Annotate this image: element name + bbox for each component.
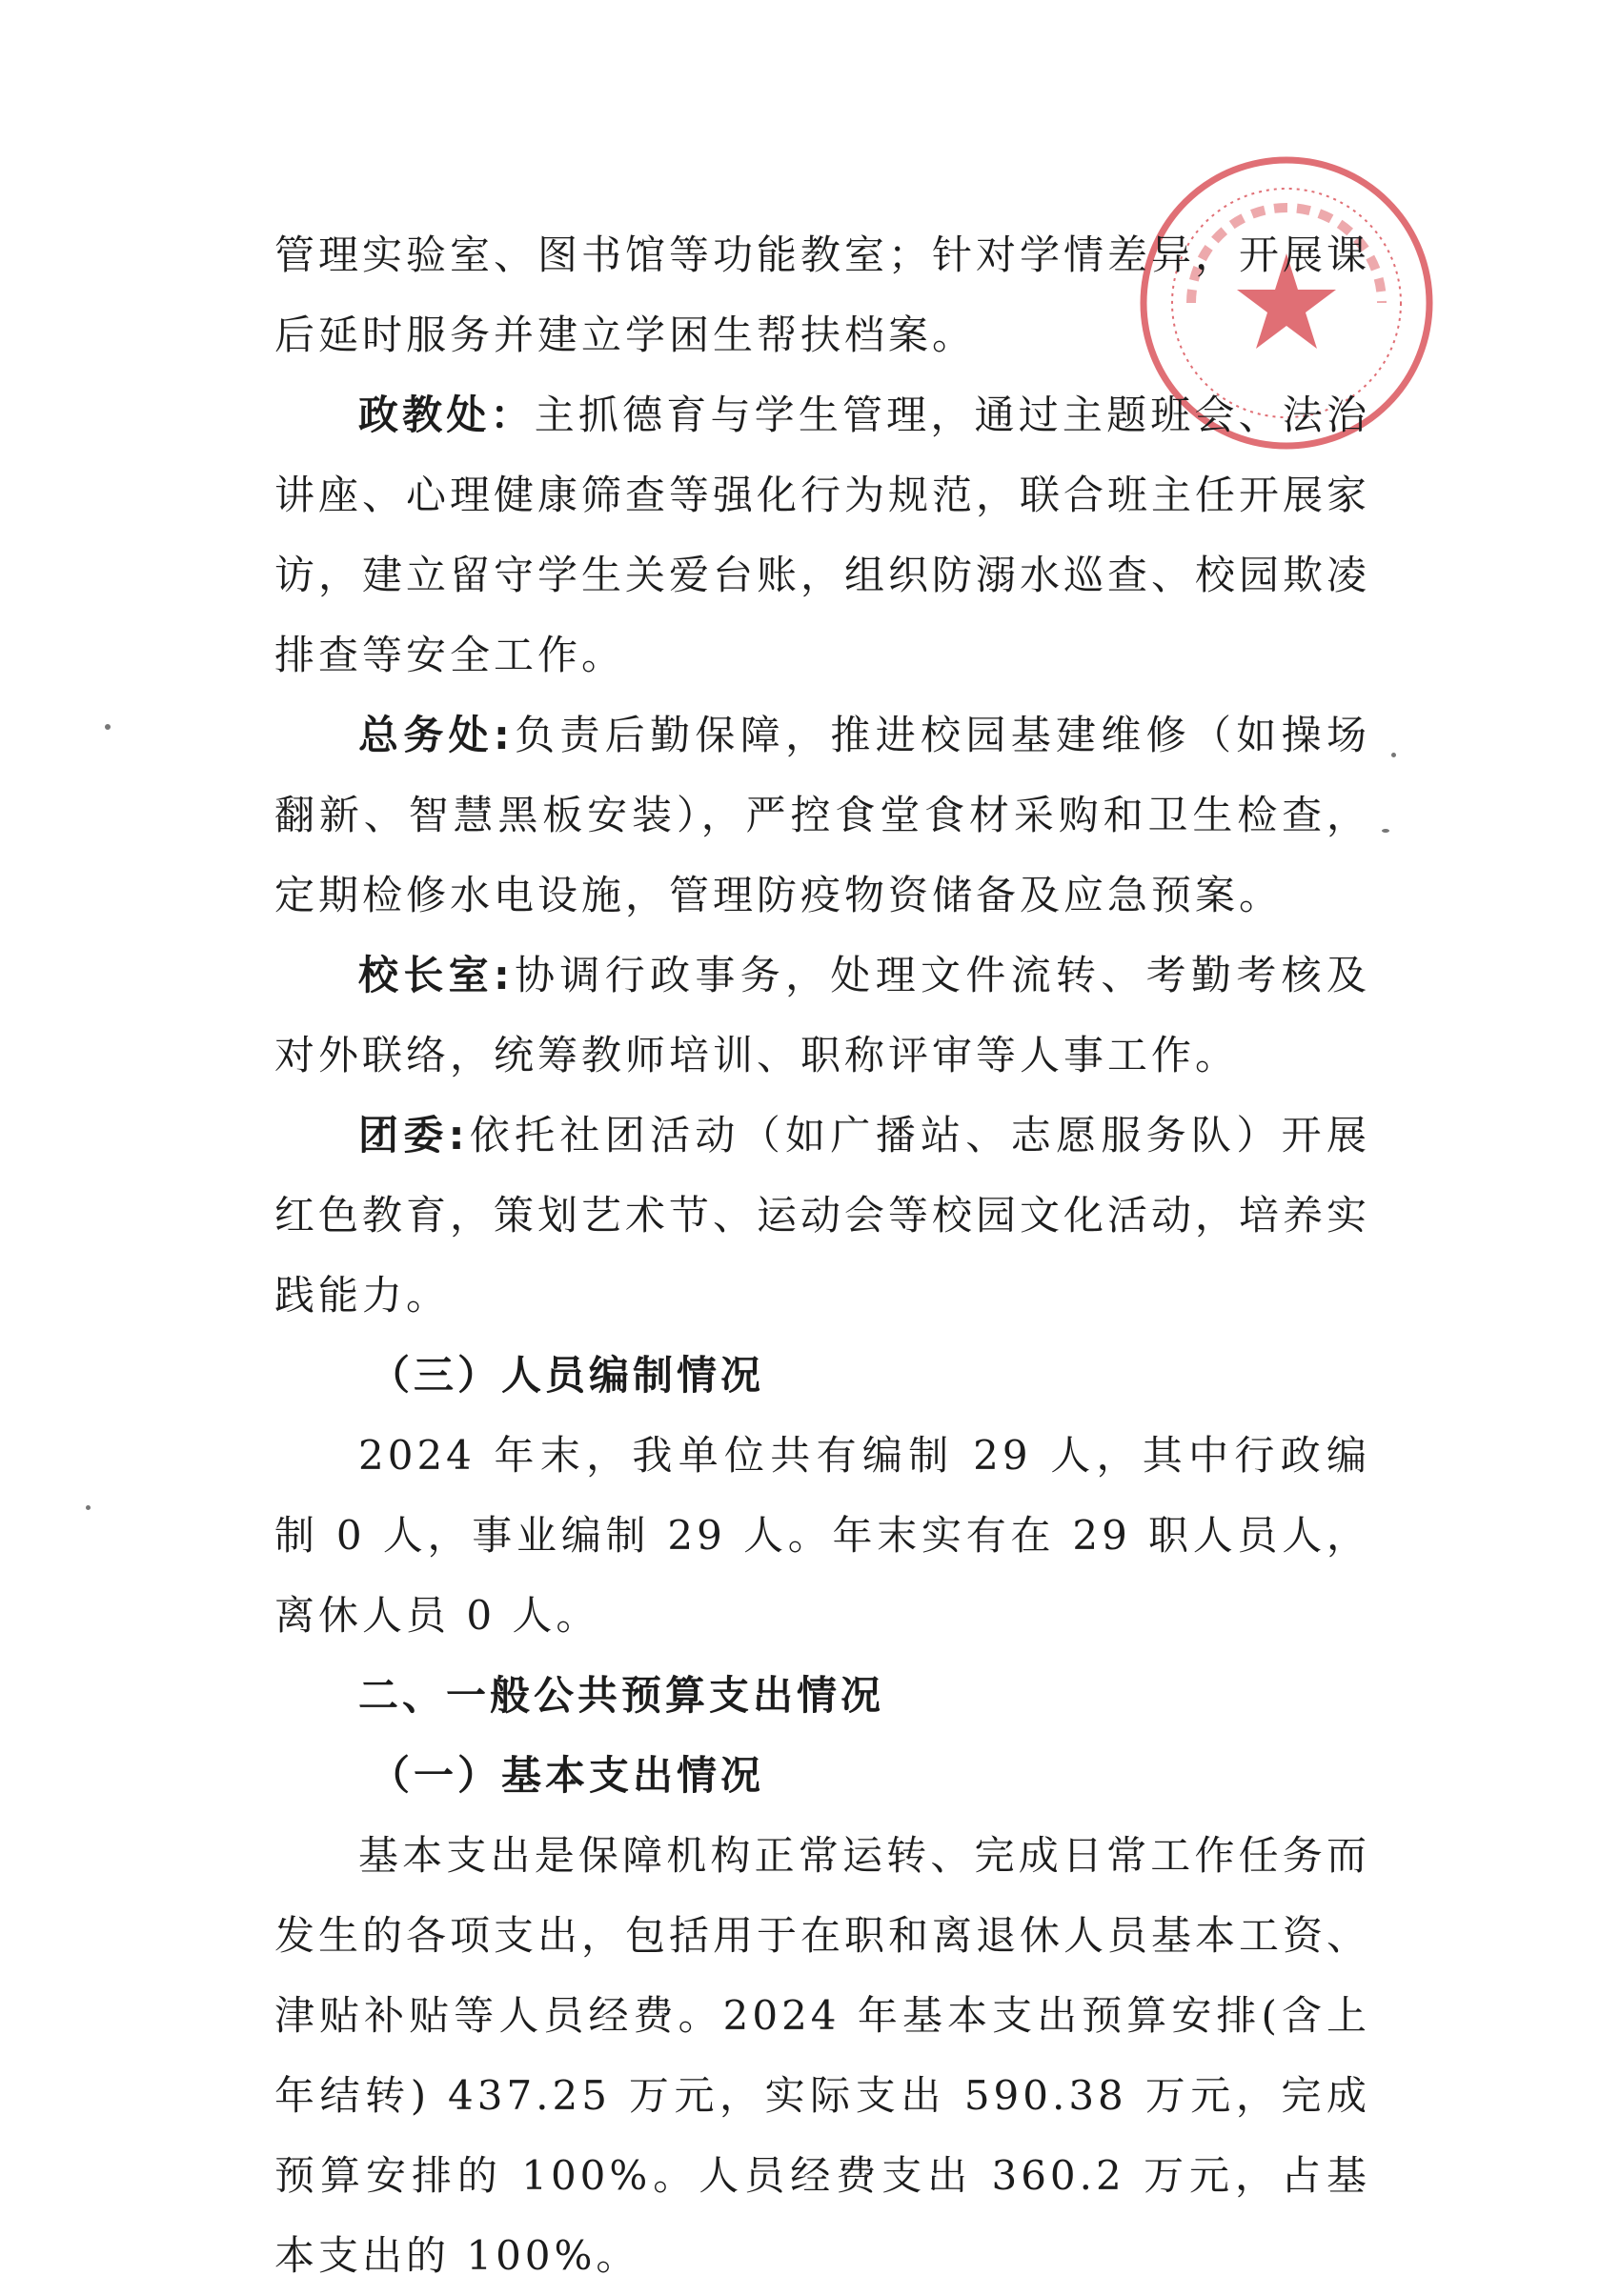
paragraph-zongwu (274, 695, 1370, 936)
paragraph-staffing: 2024 年末，我单位共有编制 29 人，其中行政编制 0 人，事业编制 29 人。年末实有在 29 职人员人，离休人员 0 人。 (274, 1432, 1370, 1639)
paragraph-teaching-continued: 管理实验室、图书馆等功能教室；针对学情差异，开展课后延时服务并建立学困生帮扶档案。 (274, 232, 1371, 358)
paragraph-zhengjiao (274, 375, 1370, 695)
scan-speck (86, 1505, 91, 1510)
dept-label-tuanwei: 团委: (358, 1112, 469, 1158)
heading-staffing: （三）人员编制情况 (370, 1352, 765, 1399)
dept-text-zhengjiao: 主抓德育与学生管理，通过主题班会、法治讲座、心理健康筛查等强化行为规范，联合班主任开展家访，建立留守学生关爱台账，组织防溺水巡查、校园欺凌排查等安全工作。 (274, 392, 1371, 678)
scan-speck (1391, 753, 1396, 757)
scan-speck (1382, 829, 1389, 833)
paragraph-tuanwei (274, 1096, 1370, 1336)
dept-label-zhengjiao: 政教处： (358, 392, 535, 438)
heading-basic-expenditure: （一）基本支出情况 (370, 1752, 765, 1799)
document-body (274, 215, 1370, 2296)
dept-text-xiaozhang: 协调行政事务，处理文件流转、考勤考核及对外联络，统筹教师培训、职称评审等人事工作。 (274, 952, 1370, 1078)
scan-speck (105, 724, 111, 730)
dept-text-zongwu: 负责后勤保障，推进校园基建维修（如操场翻新、智慧黑板安装），严控食堂食材采购和卫生检查，定期检修水电设施，管理防疫物资储备及应急预案。 (274, 712, 1370, 918)
paragraph-xiaozhang (274, 936, 1370, 1096)
paragraph-basic-expenditure: 基本支出是保障机构正常运转、完成日常工作任务而发生的各项支出，包括用于在职和离退休人员基本工资、津贴补贴等人员经费。2024 年基本支出预算安排(含上年结转) 437.25 万元，实际支出 590.38 万元，完成预算安排的 100%。人员经费支出 360.2 万元，占基本支出的 100%。 (274, 1832, 1371, 2279)
dept-label-zongwu: 总务处: (358, 712, 514, 758)
dept-label-xiaozhang: 校长室: (358, 952, 514, 998)
dept-text-tuanwei: 依托社团活动（如广播站、志愿服务队）开展红色教育，策划艺术节、运动会等校园文化活动，培养实践能力。 (274, 1112, 1371, 1319)
heading-section-2: 二、一般公共预算支出情况 (358, 1672, 885, 1719)
